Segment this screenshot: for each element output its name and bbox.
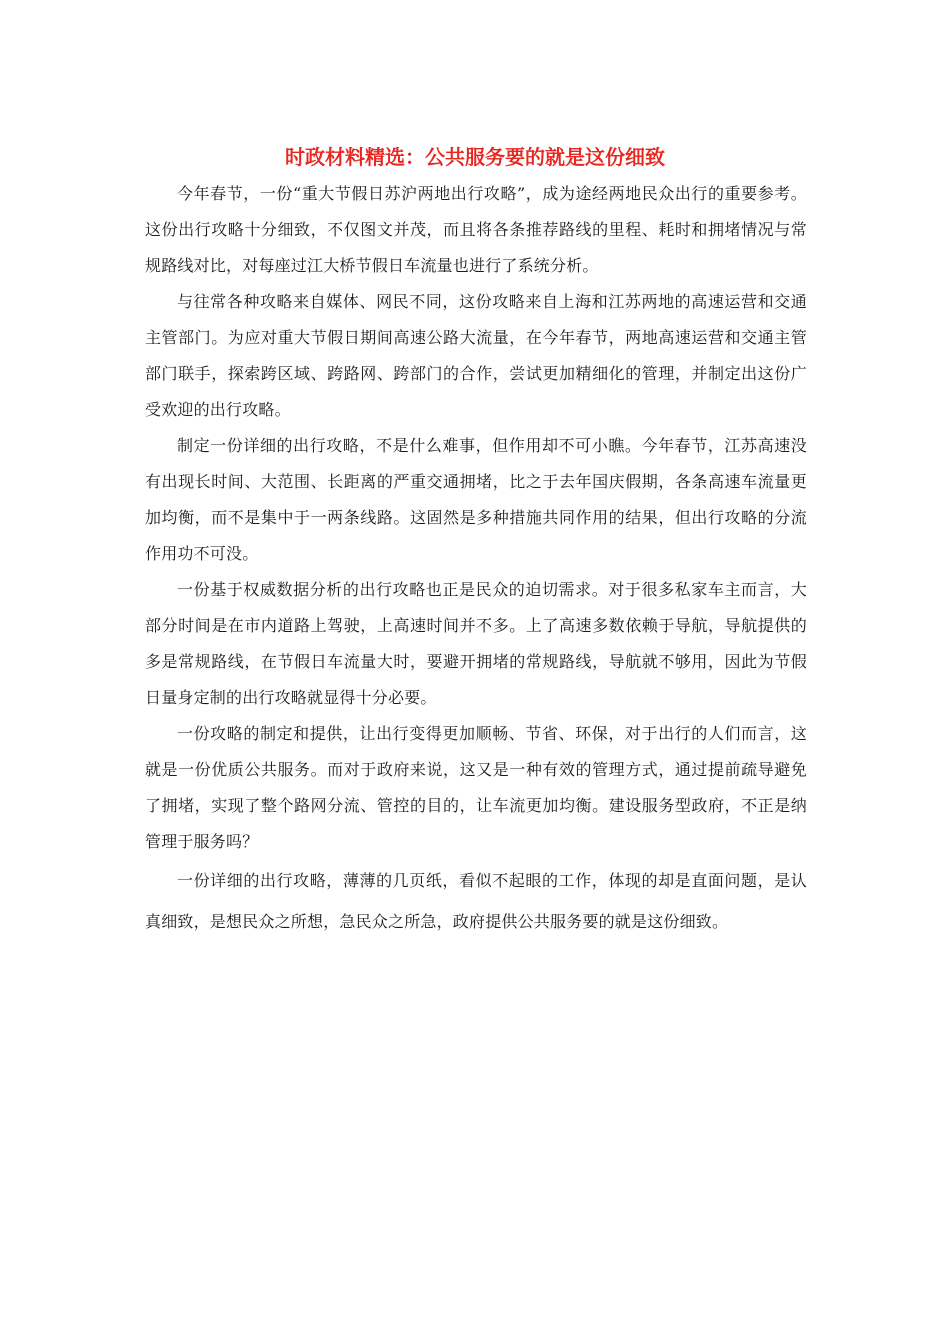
paragraph-2: 与往常各种攻略来自媒体、网民不同，这份攻略来自上海和江苏两地的高速运营和交通主管部门。为应对重大节假日期间高速公路大流量，在今年春节，两地高速运营和交通主管部门联手，探索跨区域、跨路网、跨部门的合作，尝试更加精细化的管理，并制定出这份广受欢迎的出行攻略。	[145, 292, 807, 419]
paragraph-5: 一份攻略的制定和提供，让出行变得更加顺畅、节省、环保，对于出行的人们而言，这就是一份优质公共服务。而对于政府来说，这又是一种有效的管理方式，通过提前疏导避免了拥堵，实现了整个路网分流、管控的目的，让车流更加均衡。建设服务型政府，不正是纳管理于服务吗？	[145, 724, 807, 851]
paragraph-6: 一份详细的出行攻略，薄薄的几页纸，看似不起眼的工作，体现的却是直面问题，是认真细致，是想民众之所想，急民众之所急，政府提供公共服务要的就是这份细致。	[145, 871, 807, 931]
document-title: 时政材料精选：公共服务要的就是这份细致	[285, 145, 665, 169]
paragraph-3: 制定一份详细的出行攻略，不是什么难事，但作用却不可小瞧。今年春节，江苏高速没有出现长时间、大范围、长距离的严重交通拥堵，比之于去年国庆假期，各条高速车流量更加均衡，而不是集中于一两条线路。这固然是多种措施共同作用的结果，但出行攻略的分流作用功不可没。	[145, 436, 807, 563]
document-body	[145, 176, 807, 942]
paragraph-1: 今年春节，一份“重大节假日苏沪两地出行攻略”，成为途经两地民众出行的重要参考。这份出行攻略十分细致，不仅图文并茂，而且将各条推荐路线的里程、耗时和拥堵情况与常规路线对比，对每座过江大桥节假日车流量也进行了系统分析。	[145, 184, 807, 275]
paragraph-4: 一份基于权威数据分析的出行攻略也正是民众的迫切需求。对于很多私家车主而言，大部分时间是在市内道路上驾驶，上高速时间并不多。上了高速多数依赖于导航，导航提供的多是常规路线，在节假日车流量大时，要避开拥堵的常规路线，导航就不够用，因此为节假日量身定制的出行攻略就显得十分必要。	[145, 580, 807, 707]
